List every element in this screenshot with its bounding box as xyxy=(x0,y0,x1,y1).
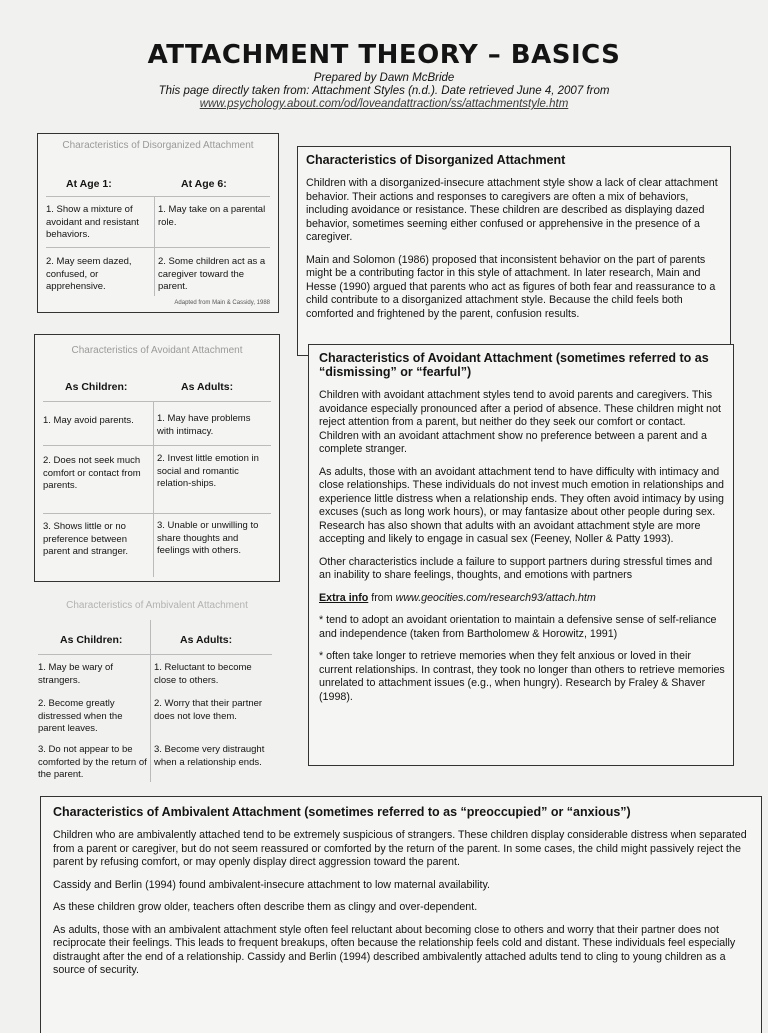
table-cell: 3. Do not appear to be comforted by the return of the parent. xyxy=(38,744,147,780)
bullet-item: * tend to adopt an avoidant orientation to maintain a defensive sense of self-reliance and independence (taken from Bartholomew & Horowitz, 1991) xyxy=(319,614,717,640)
section-heading: Characteristics of Avoidant Attachment (sometimes referred to as “dismissing” or “fearful”) xyxy=(319,351,709,379)
extra-info-line xyxy=(319,592,725,606)
table-cell: 2. May seem dazed, confused, or apprehensive. xyxy=(46,256,132,292)
bullet-item: * often take longer to retrieve memories when they felt anxious or loved in their current relationships. In contrast, they took no longer than others to retrieve memories unrelated to attachment issues (e.g., when hungry). Research by Fraley & Shaver (1998). xyxy=(319,650,725,703)
avoidant-table xyxy=(34,334,280,582)
extra-info-link[interactable]: www.geocities.com/research93/attach.htm xyxy=(395,591,596,604)
divider xyxy=(38,654,272,655)
paragraph: As these children grow older, teachers often describe them as clingy and over-dependent. xyxy=(53,901,478,913)
extra-info-label: Extra info xyxy=(319,591,369,604)
paragraph: Main and Solomon (1986) proposed that inconsistent behavior on the part of parents might be a contributing factor in this style of attachment. In later research, Main and Hesse (1990) argued that parents who act as figures of both fear and reassurance to a child contribute to a disorganized attachment style. Because the child feels both comforted and frightened by the parent, confusion results. xyxy=(306,253,716,320)
col-header-children: As Children: xyxy=(65,381,128,393)
paragraph: Cassidy and Berlin (1994) found ambivalent-insecure attachment to low maternal availability. xyxy=(53,878,491,891)
table-cell: 1. May be wary of strangers. xyxy=(38,662,113,686)
table-cell: 2. Worry that their partner does not love them. xyxy=(154,698,263,722)
col-header-age6: At Age 6: xyxy=(181,178,227,190)
table-cell: 1. May have problems with intimacy. xyxy=(157,413,251,437)
table-title: Characteristics of Avoidant Attachment xyxy=(71,345,243,356)
disorganized-table xyxy=(37,133,279,313)
table-title: Characteristics of Ambivalent Attachment xyxy=(66,600,248,611)
extra-info-from: from xyxy=(368,591,396,604)
col-header-adults: As Adults: xyxy=(180,634,233,646)
table-cell: 3. Shows little or no preference between parent and stranger. xyxy=(43,521,129,557)
table-cell: 1. Show a mixture of avoidant and resistant behaviors. xyxy=(46,204,139,240)
source-line: This page directly taken from: Attachment Styles (n.d.). Date retrieved June 4, 2007 from xyxy=(158,85,610,97)
table-cell: 1. May avoid parents. xyxy=(43,415,134,426)
divider xyxy=(46,196,270,197)
prepared-by: Prepared by Dawn McBride xyxy=(313,72,455,84)
divider xyxy=(43,401,271,402)
table-cell: 2. Some children act as a caregiver toward the parent. xyxy=(158,256,266,292)
divider xyxy=(43,445,271,446)
paragraph: As adults, those with an avoidant attachment tend to have difficulty with intimacy and close relationships. These individuals do not invest much emotion in relationships and experience little distress when a relationship ends. They often avoid intimacy by using excuses (such as long work hours), or may fantasize about other people during sex. Research has also shown that adults with an avoidant attachment style are more accepting and likely to engage in casual sex (Feeney, Noller & Patty 1993). xyxy=(319,465,724,545)
paragraph: As adults, those with an ambivalent attachment style often feel reluctant about becoming close to others and worry that their partner does not reciprocate their feelings. This leads to frequent breakups, often because the relationship feels cold and distant. These individuals feel especially distraught after the end of a relationship. Cassidy and Berlin (1994) described ambivalently attached adults tend to cling to young children as a source of security. xyxy=(53,923,736,976)
section-heading: Characteristics of Ambivalent Attachment (sometimes referred to as “preoccupied” or “anxious”) xyxy=(53,805,631,819)
ambivalent-table xyxy=(34,598,280,784)
source-url-link[interactable]: www.psychology.about.com/od/loveandattraction/ss/attachmentstyle.htm xyxy=(199,98,569,110)
col-header-age1: At Age 1: xyxy=(66,178,112,190)
ambivalent-text-box xyxy=(40,796,762,1033)
table-cell: 1. Reluctant to become close to others. xyxy=(154,662,252,686)
paragraph: Children who are ambivalently attached tend to be extremely suspicious of strangers. These children display considerable distress when separated from a parent or caregiver, but do not seem reassured or comforted by the return of the parent. In some cases, the child might passively reject the parent by refusing comfort, or may openly display direct aggression toward the parent. xyxy=(53,829,747,868)
paragraph: Children with a disorganized-insecure attachment style show a lack of clear attachment behavior. Their actions and responses to caregivers are often a mix of behaviors, including avoidance or resistance. These children are described as displaying dazed behavior, sometimes seeming either confused or apprehensive in the presence of a caregiver. xyxy=(306,177,718,243)
table-cell: 1. May take on a parental role. xyxy=(158,204,266,228)
table-footnote: Adapted from Main & Cassidy, 1988 xyxy=(174,300,270,306)
table-cell: 3. Unable or unwilling to share thoughts and feelings with others. xyxy=(157,520,259,556)
disorganized-text-box xyxy=(297,146,731,356)
col-header-children: As Children: xyxy=(60,634,123,646)
paragraph: Children with avoidant attachment styles tend to avoid parents and caregivers. This avoidance especially pronounced after a period of absence. These children might not reject attention from a parent, but neither do they seek our comfort or contact. Children with an avoidant attachment show no preference between a parent and a complete stranger. xyxy=(319,389,722,455)
paragraph: Other characteristics include a failure to support partners during stressful times and an inability to share feelings, thoughts, and emotions with partners xyxy=(319,555,713,581)
table-cell: 2. Become greatly distressed when the parent leaves. xyxy=(38,698,123,734)
divider xyxy=(46,247,270,248)
divider xyxy=(154,196,155,296)
table-title: Characteristics of Disorganized Attachment xyxy=(62,140,254,151)
divider xyxy=(43,513,271,514)
section-heading: Characteristics of Disorganized Attachment xyxy=(306,153,566,167)
col-header-adults: As Adults: xyxy=(181,381,234,393)
table-cell: 3. Become very distraught when a relationship ends. xyxy=(154,744,265,768)
table-cell: 2. Does not seek much comfort or contact from parents. xyxy=(43,455,141,491)
avoidant-text-box xyxy=(308,344,734,766)
table-cell: 2. Invest little emotion in social and romantic relation-ships. xyxy=(157,453,259,489)
page-title: ATTACHMENT THEORY – BASICS xyxy=(147,40,621,70)
